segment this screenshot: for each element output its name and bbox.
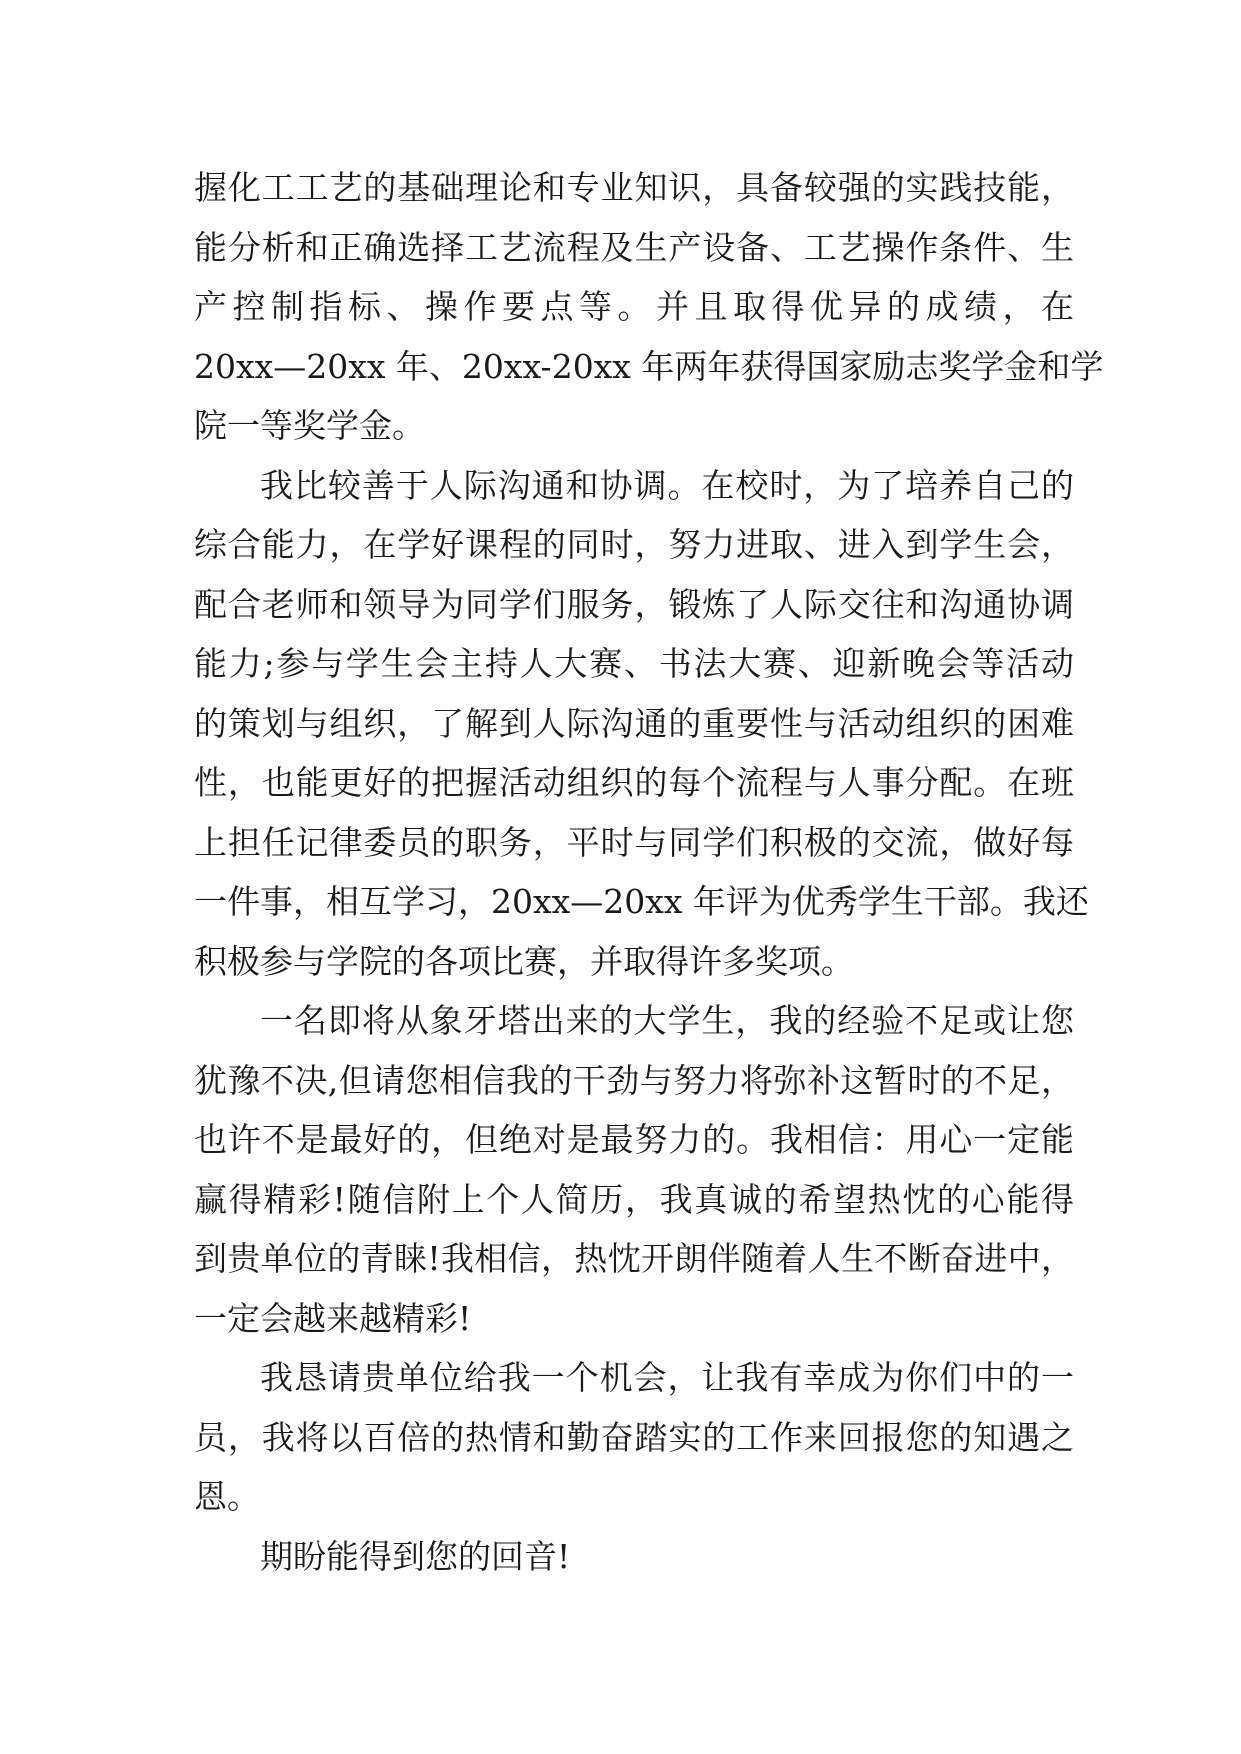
text-line: 性，也能更好的把握活动组织的每个流程与人事分配。在班 [194, 763, 1074, 802]
text-line: 一件事，相互学习，20xx—20xx 年评为优秀学生干部。我还 [194, 882, 1089, 921]
text-line: 赢得精彩!随信附上个人简历，我真诚的希望热忱的心能得 [194, 1179, 1074, 1219]
text-line: 员，我将以百倍的热情和勤奋踏实的工作来回报您的知遇之 [194, 1417, 1074, 1457]
text-line: 握化工工艺的基础理论和专业知识，具备较强的实践技能， [194, 168, 1074, 207]
text-line: 的策划与组织，了解到人际沟通的重要性与活动组织的困难 [194, 703, 1074, 743]
text-line: 上担任记律委员的职务，平时与同学们积极的交流，做好每 [194, 822, 1074, 862]
text-line: 恩。 [194, 1477, 260, 1516]
text-line: 20xx—20xx 年、20xx-20xx 年两年获得国家励志奖学金和学 [194, 346, 1104, 386]
text-line: 我比较善于人际沟通和协调。在校时，为了培养自己的 [260, 465, 1074, 505]
text-line: 犹豫不决,但请您相信我的干劲与努力将弥补这暂时的不足， [194, 1060, 1074, 1100]
text-line: 一名即将从象牙塔出来的大学生，我的经验不足或让您 [260, 1001, 1074, 1040]
text-line: 到贵单位的青睐!我相信，热忱开朗伴随着人生不断奋进中， [194, 1239, 1074, 1278]
text-line: 产控制指标、操作要点等。并且取得优异的成绩，在 [194, 287, 1074, 326]
text-line: 综合能力，在学好课程的同时，努力进取、进入到学生会， [194, 525, 1074, 564]
paragraph-2 [194, 456, 1089, 992]
text-line: 院一等奖学金。 [194, 406, 425, 445]
text-line: 能分析和正确选择工艺流程及生产设备、工艺操作条件、生 [194, 227, 1074, 267]
letter-body [194, 158, 1104, 1586]
text-line: 也许不是最好的，但绝对是最努力的。我相信：用心一定能 [194, 1120, 1074, 1159]
text-line: 积极参与学院的各项比赛，并取得许多奖项。 [194, 941, 854, 981]
text-line: 能力;参与学生会主持人大赛、书法大赛、迎新晚会等活动 [194, 644, 1074, 683]
paragraph-5 [194, 1527, 1074, 1587]
paragraph-3 [194, 991, 1074, 1348]
paragraph-4 [194, 1348, 1074, 1527]
text-line: 一定会越来越精彩! [194, 1298, 472, 1338]
text-line: 我恳请贵单位给我一个机会，让我有幸成为你们中的一 [260, 1358, 1074, 1397]
paragraph-1 [194, 158, 1104, 456]
closing-line: 期盼能得到您的回音! [260, 1536, 571, 1576]
text-line: 配合老师和领导为同学们服务，锻炼了人际交往和沟通协调 [194, 584, 1074, 624]
